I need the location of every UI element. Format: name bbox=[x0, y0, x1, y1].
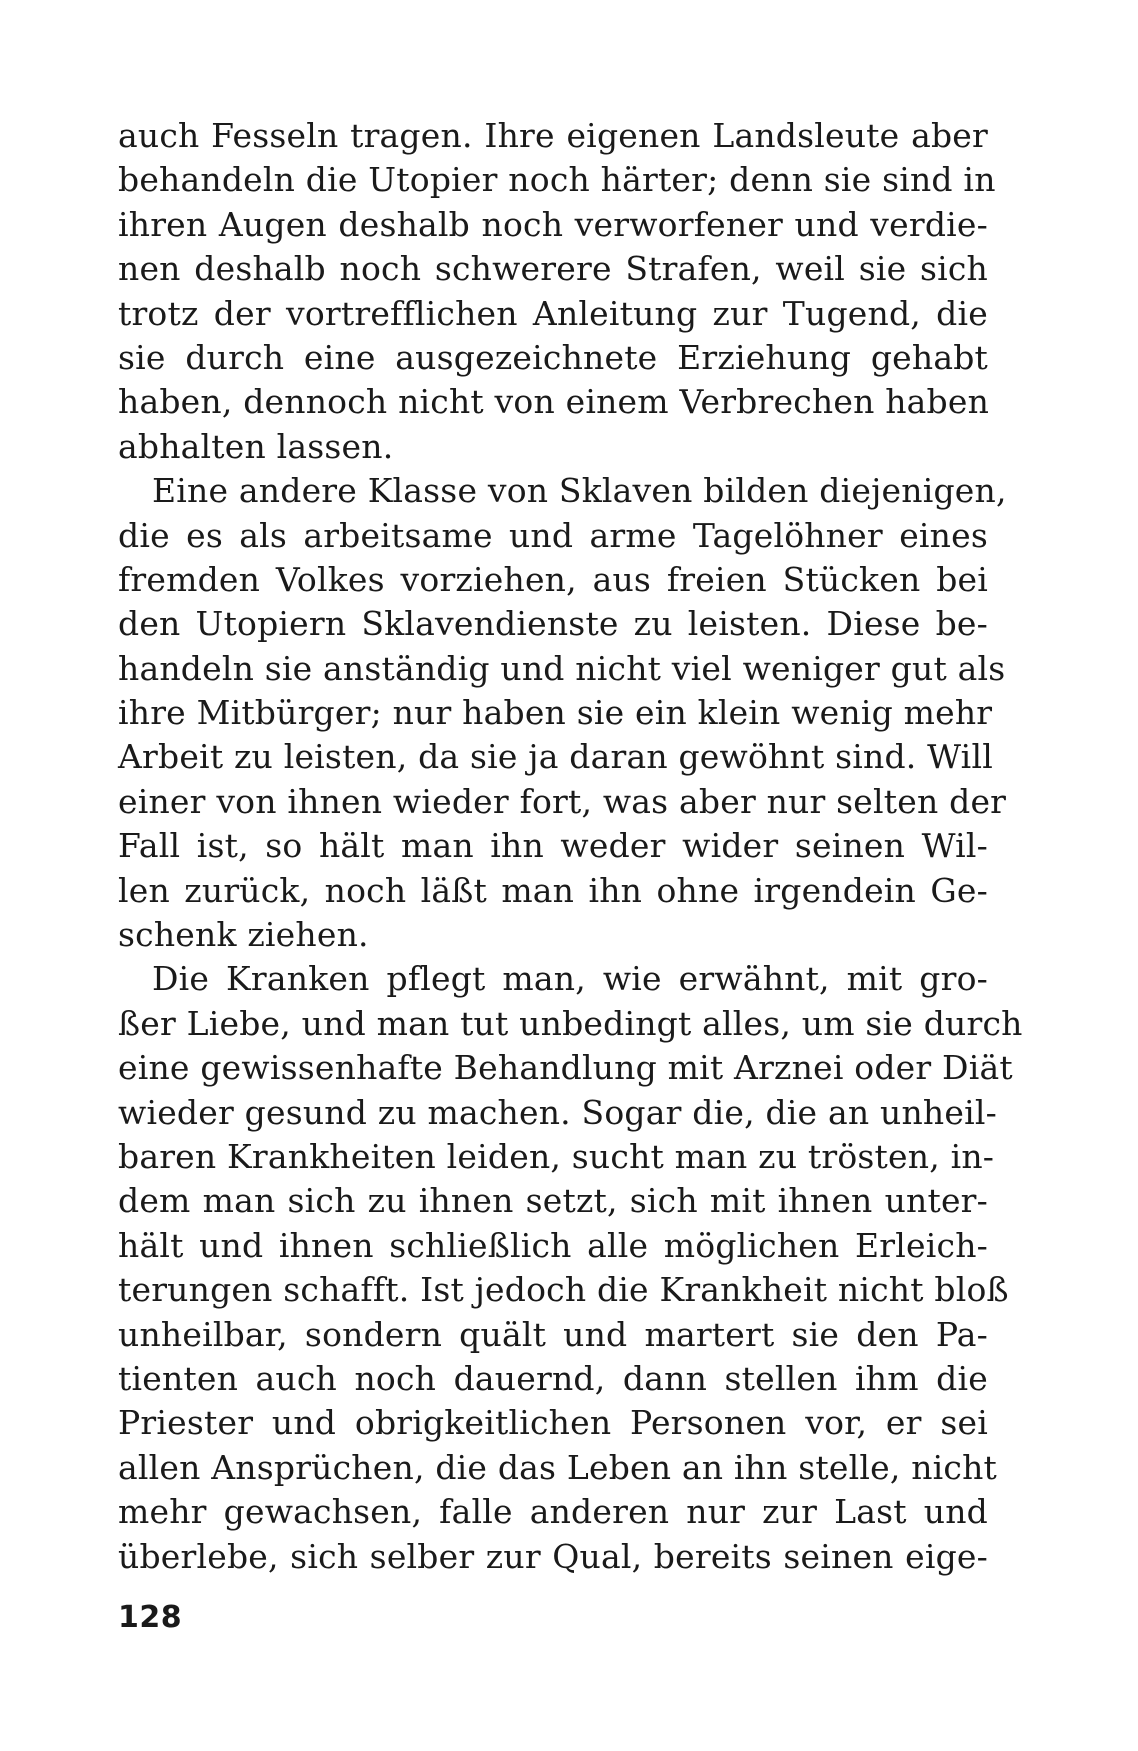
text-line: trotz der vortrefflichen Anleitung zur Tugend, die bbox=[118, 293, 988, 333]
text-line: mehr gewachsen, falle anderen nur zur Last und bbox=[118, 1492, 988, 1532]
text-line: wieder gesund zu machen. Sogar die, die an unheil- bbox=[118, 1092, 997, 1132]
text-line: nen deshalb noch schwerere Strafen, weil sie sich bbox=[118, 249, 988, 289]
text-line: ihre Mitbürger; nur haben sie ein klein wenig mehr bbox=[118, 693, 993, 733]
text-line: Priester und obrigkeitlichen Personen vor, er sei bbox=[118, 1403, 988, 1443]
text-line: einer von ihnen wieder fort, was aber nur selten der bbox=[118, 781, 1007, 821]
text-line: dem man sich zu ihnen setzt, sich mit ihnen unter- bbox=[118, 1181, 988, 1221]
text-line: den Utopiern Sklavendienste zu leisten. Diese be- bbox=[118, 604, 988, 644]
text-line: allen Ansprüchen, die das Leben an ihn stelle, nicht bbox=[118, 1447, 998, 1487]
text-line: schenk ziehen. bbox=[118, 915, 369, 955]
text-line: unheilbar, sondern quält und martert sie den Pa- bbox=[118, 1314, 988, 1354]
body-text bbox=[118, 114, 1023, 1579]
text-line: sie durch eine ausgezeichnete Erziehung gehabt bbox=[118, 337, 988, 377]
text-line: terungen schafft. Ist jedoch die Krankheit nicht bloß bbox=[118, 1270, 1009, 1310]
text-line: handeln sie anständig und nicht viel weniger gut als bbox=[118, 648, 1006, 688]
text-line: fremden Volkes vorziehen, aus freien Stücken bei bbox=[118, 559, 988, 599]
text-line: haben, dennoch nicht von einem Verbrechen haben bbox=[118, 382, 990, 422]
text-line: abhalten lassen. bbox=[118, 426, 394, 466]
text-line: behandeln die Utopier noch härter; denn sie sind in bbox=[118, 160, 996, 200]
text-line: Fall ist, so hält man ihn weder wider seinen Wil- bbox=[118, 826, 988, 866]
text-line: baren Krankheiten leiden, sucht man zu trösten, in- bbox=[118, 1136, 995, 1176]
text-line: hält und ihnen schließlich alle möglichen Erleich- bbox=[118, 1225, 988, 1265]
text-line: die es als arbeitsame und arme Tagelöhner eines bbox=[118, 515, 988, 555]
text-line: Eine andere Klasse von Sklaven bilden diejenigen, bbox=[152, 471, 1007, 511]
text-line: auch Fesseln tragen. Ihre eigenen Landsleute aber bbox=[118, 116, 988, 155]
text-line: ßer Liebe, und man tut unbedingt alles, um sie durch bbox=[118, 1003, 1023, 1043]
text-line: tienten auch noch dauernd, dann stellen ihm die bbox=[118, 1358, 988, 1398]
text-line: Die Kranken pflegt man, wie erwähnt, mit gro- bbox=[152, 959, 988, 999]
text-line: ihren Augen deshalb noch verworfener und verdie- bbox=[118, 204, 988, 244]
text-line: eine gewissenhafte Behandlung mit Arznei oder Diät bbox=[118, 1048, 1013, 1088]
text-line: Arbeit zu leisten, da sie ja daran gewöhnt sind. Will bbox=[118, 737, 993, 777]
text-line: len zurück, noch läßt man ihn ohne irgendein Ge- bbox=[118, 870, 988, 910]
page-number: 128 bbox=[118, 1600, 183, 1635]
text-line: überlebe, sich selber zur Qual, bereits seinen eige- bbox=[118, 1536, 988, 1576]
